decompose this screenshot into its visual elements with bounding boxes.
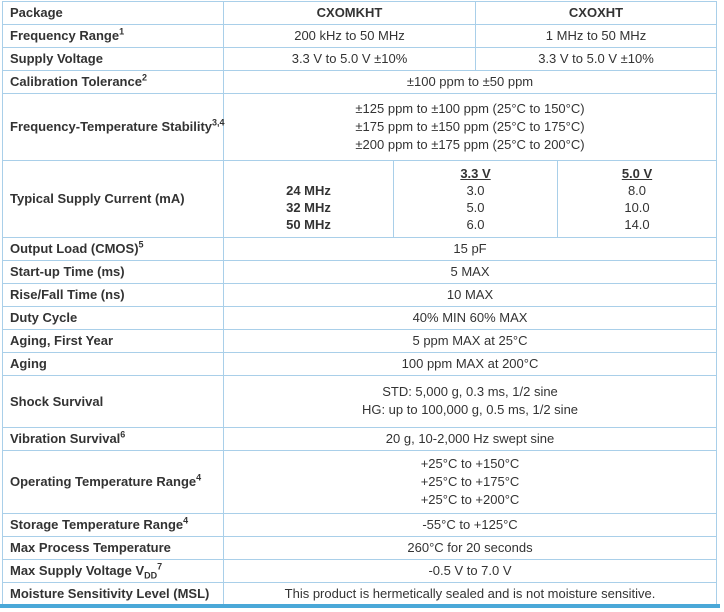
spec-row-vibration-survival	[3, 428, 716, 451]
spec-row-rise-fall-time	[3, 284, 716, 307]
value-cxomkht: 3.3 V to 5.0 V ±10%	[224, 48, 476, 70]
supply-current-3v3-subcolumn	[394, 161, 558, 237]
spec-row-shock-survival	[3, 376, 716, 428]
row-label	[3, 330, 224, 352]
spec-row-duty-cycle	[3, 307, 716, 330]
row-label	[3, 451, 224, 513]
row-label-text: Vibration Survival$^6$	[10, 429, 126, 446]
specifications-table	[2, 1, 717, 604]
row-label-text: Calibration Tolerance$^2$	[10, 72, 147, 89]
row-label-text: Moisture Sensitivity Level (MSL)	[10, 585, 210, 601]
stability-line: ±200 ppm to ±175 ppm (25°C to 200°C)	[355, 136, 585, 152]
vdd-subscript: DD	[144, 570, 158, 581]
frequency-line: 50 MHz	[286, 216, 331, 232]
spec-row-calibration-tolerance	[3, 71, 716, 94]
row-label	[3, 71, 224, 93]
voltage-column-header: 3.3 V	[460, 165, 491, 181]
frequency-line: 32 MHz	[286, 199, 331, 215]
value-merged: 10 MAX	[446, 287, 494, 302]
row-label	[3, 353, 224, 375]
voltage-column-header: 5.0 V	[621, 165, 653, 181]
footnote-superscript: 1	[119, 26, 125, 37]
current-value: 8.0	[627, 182, 647, 198]
spec-row-max-process-temp	[3, 537, 716, 560]
value-cxoxht: 3.3 V to 5.0 V ±10%	[538, 51, 654, 66]
row-label	[3, 537, 224, 559]
footnote-superscript: 5	[138, 239, 144, 250]
value-merged: 5 ppm MAX at 25°C	[412, 333, 528, 348]
row-label-text: Supply Voltage	[10, 51, 103, 66]
value-cxoxht: 1 MHz to 50 MHz	[545, 28, 647, 43]
spec-row-typical-supply-current	[3, 161, 716, 238]
footnote-superscript: 3,4	[212, 117, 225, 128]
current-value: 6.0	[466, 216, 485, 232]
spec-row-frequency-range	[3, 25, 716, 48]
row-label-text: Max Supply Voltage $V_{DD}^7$	[10, 561, 163, 581]
value-merged: -55°C to +125°C	[422, 517, 518, 532]
row-label-text: Frequency Range$^1$	[10, 26, 125, 43]
value-cxomkht: 200 kHz to 50 MHz	[224, 25, 476, 47]
row-label-text: Frequency-Temperature Stability$^{3,4}$	[10, 117, 225, 134]
value-merged: 15 pF	[453, 241, 487, 256]
footnote-superscript: 6	[120, 429, 126, 440]
row-label	[3, 514, 224, 536]
shock-line: HG: up to 100,000 g, 0.5 ms, 1/2 sine	[361, 402, 579, 417]
value-merged: ±100 ppm to ±50 ppm	[406, 74, 534, 89]
footnote-superscript: 2	[141, 72, 147, 83]
spec-row-startup-time	[3, 261, 716, 284]
spec-row-storage-temp-range	[3, 514, 716, 537]
value-merged: -0.5 V to 7.0 V	[428, 563, 512, 578]
value-merged: 260°C for 20 seconds	[407, 540, 533, 555]
row-label-text: Output Load (CMOS)$^5$	[10, 239, 144, 256]
value-merged: 5 MAX	[450, 264, 490, 279]
column-header-cxomkht: CXOMKHT	[224, 2, 476, 24]
row-label-text: Rise/Fall Time (ns)	[10, 287, 125, 302]
temp-range-line: +25°C to +175°C	[420, 473, 520, 489]
supply-current-5v0-subcolumn	[558, 161, 716, 237]
spec-row-max-supply-voltage	[3, 560, 716, 583]
spec-row-aging	[3, 353, 716, 376]
column-header-cxoxht: CXOXHT	[568, 5, 624, 21]
footnote-superscript: 7	[157, 561, 163, 572]
spec-row-package-header	[3, 2, 716, 25]
value-merged: 100 ppm MAX at 200°C	[401, 356, 539, 371]
footnote-superscript: 4	[183, 515, 189, 526]
current-value: 14.0	[624, 216, 650, 232]
row-label	[3, 376, 224, 427]
row-label-text: Shock Survival	[10, 393, 104, 409]
column-header-package	[3, 2, 224, 24]
stability-line: ±125 ppm to ±100 ppm (25°C to 150°C)	[355, 100, 585, 116]
current-value: 10.0	[624, 199, 650, 215]
spec-row-msl	[3, 583, 716, 604]
value-merged	[224, 451, 716, 513]
row-label	[3, 238, 224, 260]
value-merged	[224, 94, 716, 160]
value-merged	[224, 376, 716, 427]
row-label-text: Storage Temperature Range$^4$	[10, 515, 189, 532]
row-label-text: Duty Cycle	[10, 310, 78, 325]
frequency-line: 24 MHz	[286, 182, 331, 198]
temp-range-line: +25°C to +150°C	[420, 455, 520, 471]
value-merged: 20 g, 10-2,000 Hz swept sine	[385, 431, 555, 446]
row-label	[3, 161, 224, 237]
row-label	[3, 307, 224, 329]
frequency-subcolumn	[224, 161, 394, 237]
shock-line: STD: 5,000 g, 0.3 ms, 1/2 sine	[382, 384, 558, 399]
row-label	[3, 261, 224, 283]
header-package-label: Package	[10, 5, 63, 21]
row-label-text: Operating Temperature Range$^4$	[10, 472, 202, 489]
row-label-text: Max Process Temperature	[10, 540, 171, 555]
row-label-text: Aging, First Year	[10, 333, 114, 348]
current-value: 3.0	[466, 182, 485, 198]
footnote-superscript: 4	[196, 472, 202, 483]
row-label-text: Start-up Time (ms)	[10, 264, 125, 279]
row-label-text: Aging	[10, 356, 47, 371]
spec-row-freq-temp-stability	[3, 94, 716, 161]
row-label	[3, 25, 224, 47]
row-label	[3, 560, 224, 582]
current-value: 5.0	[466, 199, 485, 215]
spec-row-operating-temp-range	[3, 451, 716, 514]
temp-range-line: +25°C to +200°C	[420, 491, 520, 507]
row-label	[3, 284, 224, 306]
row-label	[3, 48, 224, 70]
row-label	[3, 583, 224, 604]
spec-row-output-load	[3, 238, 716, 261]
value-merged: 40% MIN 60% MAX	[412, 310, 528, 325]
row-label-text: Typical Supply Current (mA)	[10, 191, 185, 206]
spec-row-supply-voltage	[3, 48, 716, 71]
spec-row-aging-first-year	[3, 330, 716, 353]
stability-line: ±175 ppm to ±150 ppm (25°C to 175°C)	[355, 118, 585, 134]
value-merged: This product is hermetically sealed and is not moisture sensitive.	[284, 585, 656, 601]
table-bottom-accent-bar	[0, 604, 720, 608]
row-label	[3, 94, 224, 160]
row-label	[3, 428, 224, 450]
